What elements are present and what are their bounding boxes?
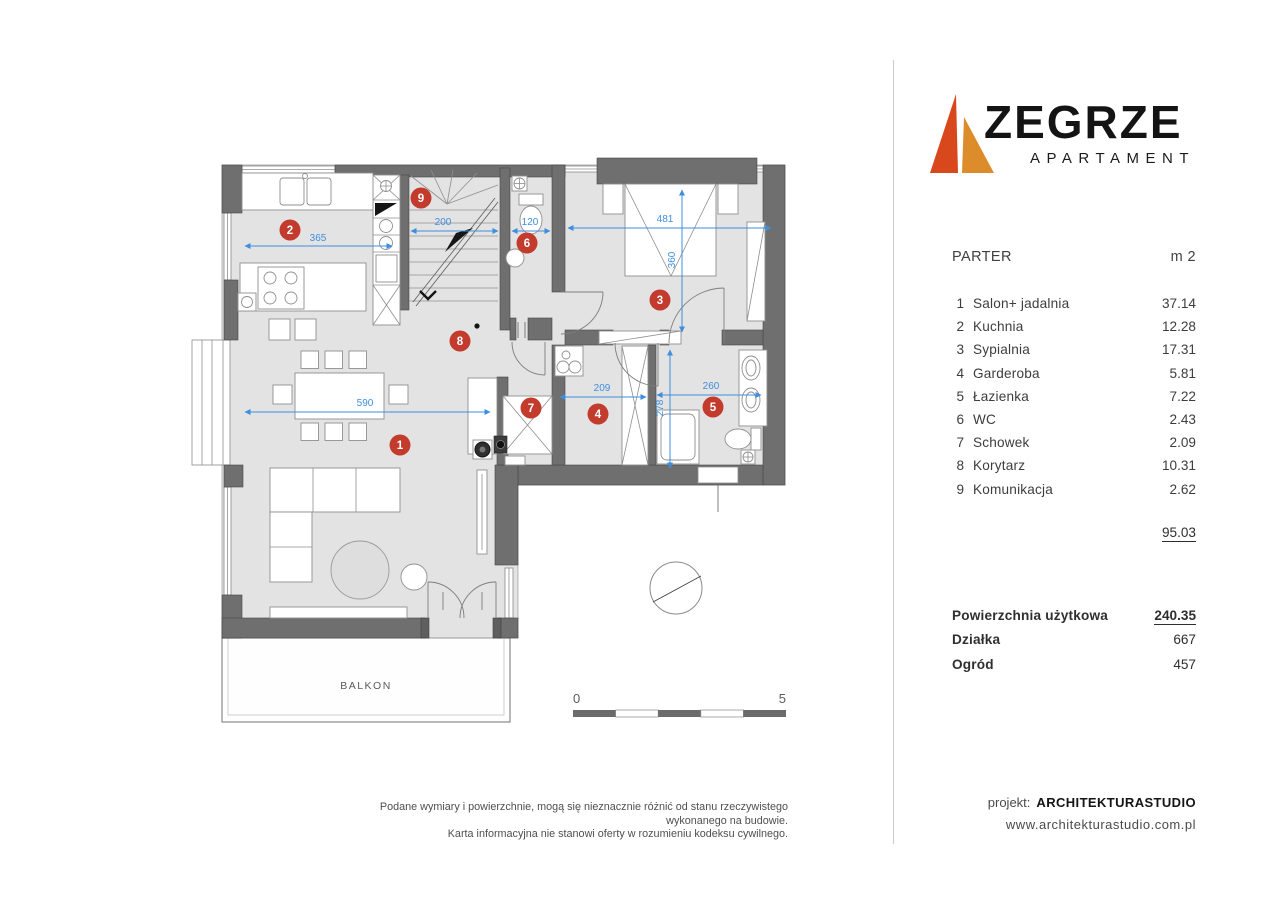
dimension-label: 365 <box>309 233 327 244</box>
room-badge <box>650 290 671 311</box>
total-area-row <box>952 525 1196 540</box>
room-badge-number: 9 <box>417 192 425 205</box>
table-row <box>952 454 1196 477</box>
summary-label: Ogród <box>952 656 994 672</box>
room-name: WC <box>973 412 997 428</box>
dimension-label: 278 <box>655 399 666 417</box>
summary-table <box>952 608 1196 681</box>
room-area: 12.28 <box>1161 319 1196 335</box>
room-area: 17.31 <box>1161 342 1196 358</box>
room-area: 5.81 <box>1169 365 1196 381</box>
table-row <box>952 408 1196 431</box>
room-badge <box>521 398 542 419</box>
table-row <box>952 315 1196 338</box>
floor-label: PARTER <box>952 249 1012 265</box>
room-name: Komunikacja <box>973 481 1054 497</box>
room-area: 7.22 <box>1169 388 1196 404</box>
room-name: Garderoba <box>973 365 1040 381</box>
room-badge-number: 5 <box>709 401 717 414</box>
room-number: 5 <box>956 388 964 404</box>
panel-divider <box>893 60 894 844</box>
room-area: 2.43 <box>1169 412 1196 428</box>
room-name: Sypialnia <box>973 342 1030 358</box>
room-area: 2.09 <box>1169 435 1196 451</box>
total-area-value: 95.03 <box>1161 525 1196 540</box>
summary-row <box>952 657 1196 681</box>
room-badge-number: 1 <box>396 439 404 452</box>
summary-value: 240.35 <box>1154 608 1196 623</box>
summary-row <box>952 608 1196 632</box>
room-area: 10.31 <box>1161 458 1196 474</box>
summary-row <box>952 632 1196 656</box>
room-number: 6 <box>956 412 964 428</box>
table-row <box>952 431 1196 454</box>
room-badge <box>588 404 609 425</box>
dimension-label: 590 <box>356 398 374 409</box>
balcony-label: BALKON <box>340 680 392 692</box>
room-badge <box>280 220 301 241</box>
table-row <box>952 292 1196 315</box>
room-badge <box>411 188 432 209</box>
room-area: 37.14 <box>1161 296 1196 312</box>
summary-value: 457 <box>1173 656 1196 672</box>
dimension-label: 120 <box>521 217 539 228</box>
room-badge-number: 8 <box>456 335 464 348</box>
room-name: Łazienka <box>973 388 1030 404</box>
room-number: 9 <box>956 481 964 497</box>
unit-label: m 2 <box>1170 249 1196 265</box>
scale-bar <box>573 691 786 717</box>
room-badge-number: 3 <box>656 294 664 307</box>
credit-name: ARCHITEKTURASTUDIO <box>1036 795 1196 810</box>
dimension-label: 481 <box>656 214 674 225</box>
table-row <box>952 362 1196 385</box>
room-badge-number: 4 <box>594 408 602 421</box>
room-name: Korytarz <box>973 458 1026 474</box>
room-name: Kuchnia <box>973 319 1024 335</box>
disclaimer-line-1: Podane wymiary i powierzchnie, mogą się nieznacznie różnić od stanu rzeczywistego wykonanego na budowie. <box>379 801 788 827</box>
table-row <box>952 338 1196 361</box>
room-badge <box>517 233 538 254</box>
room-number: 3 <box>956 342 964 358</box>
dimension-label: 200 <box>434 217 452 228</box>
credit-block <box>952 795 1196 832</box>
table-row <box>952 385 1196 408</box>
room-badge <box>450 331 471 352</box>
disclaimer <box>320 801 788 842</box>
dimension-label: 360 <box>667 251 678 269</box>
compass-icon <box>650 562 702 614</box>
logo-subtitle: APARTAMENT <box>1029 150 1195 167</box>
room-number: 2 <box>956 319 964 335</box>
dimension-label: 260 <box>702 381 720 392</box>
summary-value: 667 <box>1173 632 1196 648</box>
table-header <box>952 249 1196 265</box>
kitchen-cabinets <box>373 175 400 325</box>
room-badge-number: 2 <box>286 224 294 237</box>
dimension-label: 209 <box>593 383 611 394</box>
balcony <box>222 638 510 722</box>
room-number: 1 <box>956 296 964 312</box>
logo-title: ZEGRZE <box>984 96 1183 148</box>
room-name: Schowek <box>973 435 1030 451</box>
credit-url: www.architekturastudio.com.pl <box>1005 817 1196 832</box>
room-table-body <box>952 292 1196 501</box>
room-number: 8 <box>956 458 964 474</box>
scale-start-label: 0 <box>573 691 581 706</box>
room-area: 2.62 <box>1169 481 1196 497</box>
room-number: 7 <box>956 435 964 451</box>
room-badge <box>703 397 724 418</box>
summary-label: Powierzchnia użytkowa <box>952 608 1109 623</box>
floor-plan <box>185 140 825 740</box>
room-badge <box>390 435 411 456</box>
scale-end-label: 5 <box>778 691 786 706</box>
table-row <box>952 478 1196 501</box>
disclaimer-line-2: Karta informacyjna nie stanowi oferty w rozumieniu kodeksu cywilnego. <box>447 828 788 840</box>
room-name: Salon+ jadalnia <box>973 296 1070 312</box>
summary-label: Działka <box>952 632 1001 648</box>
room-number: 4 <box>956 365 964 381</box>
room-badge-number: 6 <box>523 237 531 250</box>
credit-label: projekt: <box>987 795 1031 810</box>
room-badge-number: 7 <box>527 402 535 415</box>
